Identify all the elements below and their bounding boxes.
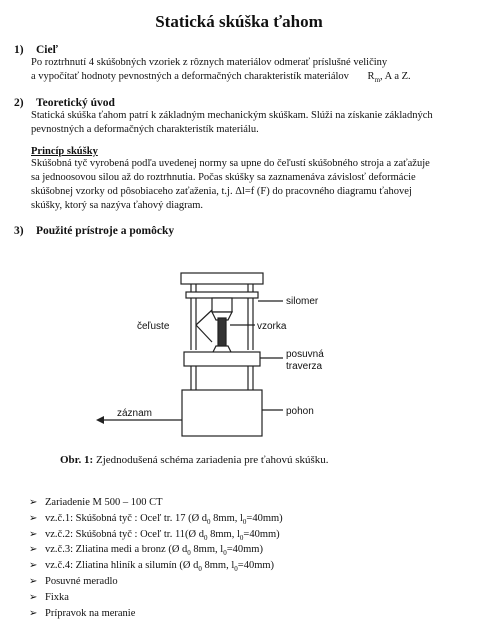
moving-traverse: [184, 352, 260, 366]
list-item-text: 8mm, l: [207, 528, 240, 540]
label-zaznam: záznam: [117, 408, 153, 419]
subscript: 0: [187, 549, 191, 558]
principle-line-1: Skúšobná tyč vyrobená podľa uvedenej normy sa upne do čeľustí skúšobného stroja a zaťažuje: [31, 158, 430, 169]
label-traverza-1: posuvná: [286, 349, 324, 360]
arrow-bullet-icon: ➢: [29, 575, 38, 587]
principle-line-3: skúšobnej vzorky od pôsobiaceho zaťaženia, t.j. Δl=f (F) do pracovného diagramu ťahovej: [31, 186, 412, 197]
label-vzorka: vzorka: [257, 321, 287, 332]
machine-base: [182, 390, 262, 436]
section-goal-heading: [14, 44, 58, 56]
principle-line-2: sa jednoosovou silou až do roztrhnutia. Počas skúšky sa zaznamenáva závislosť deformácie: [31, 172, 416, 183]
arrow-bullet-icon: ➢: [29, 591, 38, 603]
list-item-text: 8mm, l: [210, 512, 243, 524]
section-number: 3): [14, 225, 24, 237]
goal-line-2-end: , A a Z.: [380, 71, 411, 82]
symbol-rm-sub: m: [374, 76, 381, 85]
label-silomer: silomer: [286, 296, 319, 307]
list-item-text: =40mm): [237, 560, 275, 572]
list-item-text: vz.č.2: Skúšobná tyč : Oceľ tr. 11(Ø d: [45, 528, 205, 540]
arrow-bullet-icon: ➢: [29, 544, 38, 556]
section-equipment-heading: [14, 225, 174, 237]
theory-line-2: pevnostných a deformačných charakteristík materiálu.: [31, 124, 259, 135]
list-item-text: Prípravok na meranie: [45, 607, 136, 619]
list-item-text: 8mm, l: [190, 544, 224, 556]
section-theory-heading: [14, 97, 115, 109]
principle-heading: Princíp skúšky: [31, 146, 98, 157]
section-title: Použité prístroje a pomôcky: [36, 225, 175, 237]
section-number: 1): [14, 44, 24, 56]
list-item: [29, 495, 449, 511]
list-item: [29, 574, 449, 590]
goal-line-2-text: a vypočítať hodnoty pevnostných a deformačných charakteristík materiálov: [31, 71, 349, 82]
list-item-text: vz.č.3: Zliatina medi a bronz (Ø d: [45, 544, 188, 556]
list-item: [29, 511, 449, 527]
top-crosshead: [181, 273, 263, 284]
label-pohon: pohon: [286, 406, 314, 417]
list-item-text: Zariadenie M 500 – 100 CT: [45, 497, 163, 508]
celuste-leader-1: [196, 310, 212, 325]
arrow-bullet-icon: ➢: [29, 528, 38, 540]
caption-label: Obr. 1:: [60, 454, 94, 466]
list-item: [29, 542, 449, 558]
goal-line-1: Po roztrhnutí 4 skúšobných vzoriek z rôznych materiálov odmerať príslušné veličiny: [31, 57, 388, 68]
subscript: 0: [207, 517, 211, 526]
arrow-bullet-icon: ➢: [29, 512, 38, 524]
arrow-bullet-icon: ➢: [29, 560, 38, 572]
caption-text: Zjednodušená schéma zariadenia pre ťahovú skúšku.: [95, 454, 329, 466]
list-item-text: =40mm): [243, 528, 280, 540]
arrow-bullet-icon: ➢: [29, 497, 38, 508]
list-item-text: 8mm, l: [201, 560, 235, 572]
list-item: [29, 558, 449, 574]
figure-caption: [60, 454, 329, 466]
theory-line-1: Statická skúška ťahom patrí k základným mechanickým skúškam. Slúži na získanie základných: [31, 110, 433, 121]
list-item-text: =40mm): [226, 544, 263, 556]
tensile-machine-diagram: [0, 260, 478, 480]
page-title: Statická skúška ťahom: [155, 12, 323, 31]
section-title: Cieľ: [36, 44, 58, 56]
label-traverza-2: traverza: [286, 361, 323, 372]
section-title: Teoretický úvod: [36, 97, 115, 109]
list-item-text: Posuvné meradlo: [45, 575, 118, 587]
list-item: [29, 590, 449, 606]
specimen-shape: [218, 318, 226, 348]
subscript: 0: [234, 565, 238, 574]
subscript: 0: [242, 517, 247, 526]
subscript: 0: [223, 549, 227, 558]
principle-line-4: skúšky, ktorý sa nazýva ťahový diagram.: [31, 200, 204, 211]
goal-line-2: [31, 70, 463, 88]
list-item-text: Fixka: [45, 591, 69, 603]
list-item: [29, 527, 449, 543]
subscript: 0: [198, 565, 202, 574]
upper-grip: [212, 298, 232, 312]
equipment-list: [29, 495, 449, 621]
list-item-text: vz.č.1: Skúšobná tyč : Oceľ tr. 17 (Ø d: [45, 512, 208, 524]
list-item-text: vz.č.4: Zliatina hliník a silumín (Ø d: [45, 560, 199, 572]
load-cell-plate: [186, 292, 258, 298]
subscript: 0: [204, 533, 208, 542]
section-number: 2): [14, 97, 24, 109]
subscript: 0: [239, 533, 244, 542]
label-celuste: čeľuste: [137, 321, 170, 332]
arrow-bullet-icon: ➢: [29, 607, 38, 619]
symbol-rm: R: [367, 71, 375, 82]
arrow-left-icon: [96, 416, 104, 424]
list-item-text: =40mm): [246, 512, 283, 524]
list-item: [29, 606, 449, 622]
